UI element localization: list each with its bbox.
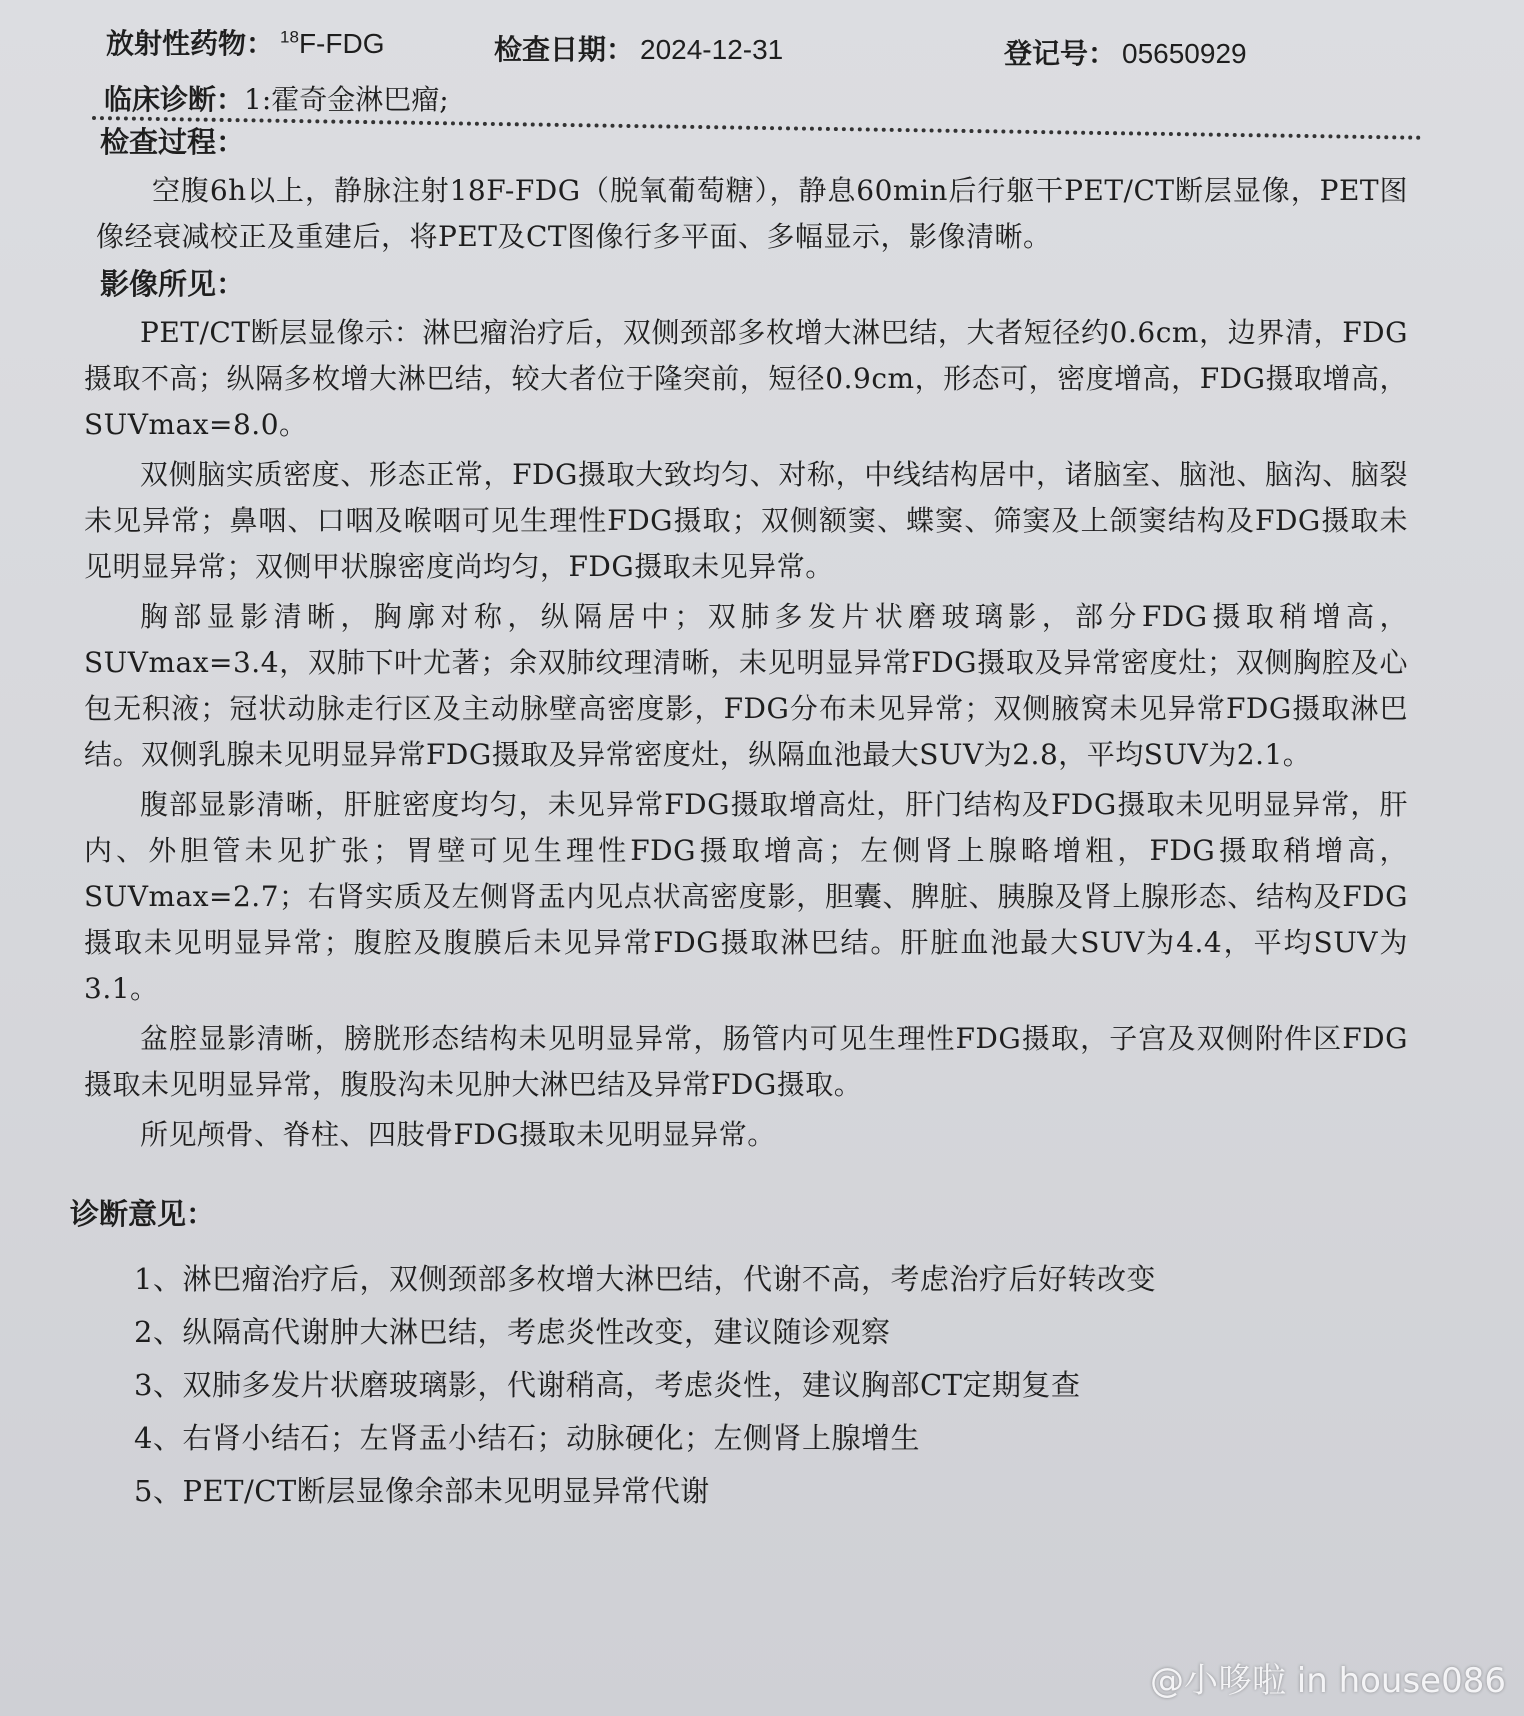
isotope-mass-number: 18: [280, 27, 299, 47]
procedure-title: 检查过程：: [100, 125, 246, 159]
conclusion-item: 2、纵隔高代谢肿大淋巴结，考虑炎性改变，建议随诊观察: [134, 1315, 891, 1349]
exam-date-value: 2024-12-31: [640, 34, 784, 65]
clinical-diagnosis-label: 临床诊断：: [104, 83, 245, 116]
watermark: @小哆啦 in house086: [1149, 1661, 1506, 1701]
conclusion-item: 3、双肺多发片状磨玻璃影，代谢稍高，考虑炎性，建议胸部CT定期复查: [134, 1368, 1081, 1402]
radiopharmaceutical-name: F-FDG: [298, 28, 385, 59]
conclusion-item: 5、PET/CT断层显像余部未见明显异常代谢: [134, 1474, 710, 1508]
registration-number-value: 05650929: [1122, 38, 1247, 69]
procedure-text: 空腹6h以上，静脉注射18F-FDG（脱氧葡萄糖），静息60min后行躯干PET/CT断层显像，PET图像经衰减校正及重建后，将PET及CT图像行多平面、多幅显示，影像清晰。: [96, 174, 1408, 253]
findings-paragraph: 腹部显影清晰，肝脏密度均匀，未见异常FDG摄取增高灶，肝门结构及FDG摄取未见明显异常，肝内、外胆管未见扩张；胃壁可见生理性FDG摄取增高；左侧肾上腺略增粗，FDG摄取稍增高，SUVmax=2.7；右肾实质及左侧肾盂内见点状高密度影，胆囊、脾脏、胰腺及肾上腺形态、结构及FDG摄取未见明显异常；腹腔及腹膜后未见异常FDG摄取淋巴结。肝脏血池最大SUV为4.4，平均SUV为3.1。: [84, 788, 1408, 1005]
radiopharmaceutical-label: 放射性药物：: [106, 27, 275, 60]
radiopharmaceutical-field: [106, 22, 384, 62]
findings-title: 影像所见：: [100, 267, 246, 301]
clinical-diagnosis: [104, 78, 449, 118]
findings-paragraph: 盆腔显影清晰，膀胱形态结构未见明显异常，肠管内可见生理性FDG摄取，子宫及双侧附件区FDG摄取未见明显异常，腹股沟未见肿大淋巴结及异常FDG摄取。: [84, 1022, 1408, 1101]
registration-number-field: [1004, 32, 1247, 72]
exam-date-field: [494, 28, 783, 68]
findings-paragraph: 胸部显影清晰，胸廓对称，纵隔居中；双肺多发片状磨玻璃影，部分FDG摄取稍增高，SUVmax=3.4，双肺下叶尤著；余双肺纹理清晰，未见明显异常FDG摄取及异常密度灶；双侧胸腔及心包无积液；冠状动脉走行区及主动脉壁高密度影，FDG分布未见异常；双侧腋窝未见异常FDG摄取淋巴结。双侧乳腺未见明显异常FDG摄取及异常密度灶，纵隔血池最大SUV为2.8，平均SUV为2.1。: [84, 600, 1408, 771]
registration-number-label: 登记号：: [1004, 37, 1117, 70]
findings-paragraph: 所见颅骨、脊柱、四肢骨FDG摄取未见明显异常。: [140, 1118, 776, 1151]
radiopharmaceutical-value: [280, 28, 384, 59]
findings-paragraph: 双侧脑实质密度、形态正常，FDG摄取大致均匀、对称，中线结构居中，诸脑室、脑池、脑沟、脑裂未见异常；鼻咽、口咽及喉咽可见生理性FDG摄取；双侧额窦、蝶窦、筛窦及上颌窦结构及FDG摄取未见明显异常；双侧甲状腺密度尚均匀，FDG摄取未见异常。: [84, 458, 1408, 583]
conclusion-list: [0, 1253, 1524, 1518]
exam-date-label: 检查日期：: [494, 33, 635, 66]
report-body: [0, 124, 1524, 1518]
conclusion-title: 诊断意见：: [70, 1197, 216, 1231]
conclusion-item: 4、右肾小结石；左肾盂小结石；动脉硬化；左侧肾上腺增生: [134, 1421, 920, 1455]
findings-paragraph: PET/CT断层显像示：淋巴瘤治疗后，双侧颈部多枚增大淋巴结，大者短径约0.6cm，边界清，FDG摄取不高；纵隔多枚增大淋巴结，较大者位于隆突前，短径0.9cm，形态可，密度增高，FDG摄取增高，SUVmax=8.0。: [84, 316, 1408, 441]
clinical-diagnosis-value: 1:霍奇金淋巴瘤;: [244, 83, 449, 116]
conclusion-item: 1、淋巴瘤治疗后，双侧颈部多枚增大淋巴结，代谢不高，考虑治疗后好转改变: [134, 1262, 1156, 1296]
